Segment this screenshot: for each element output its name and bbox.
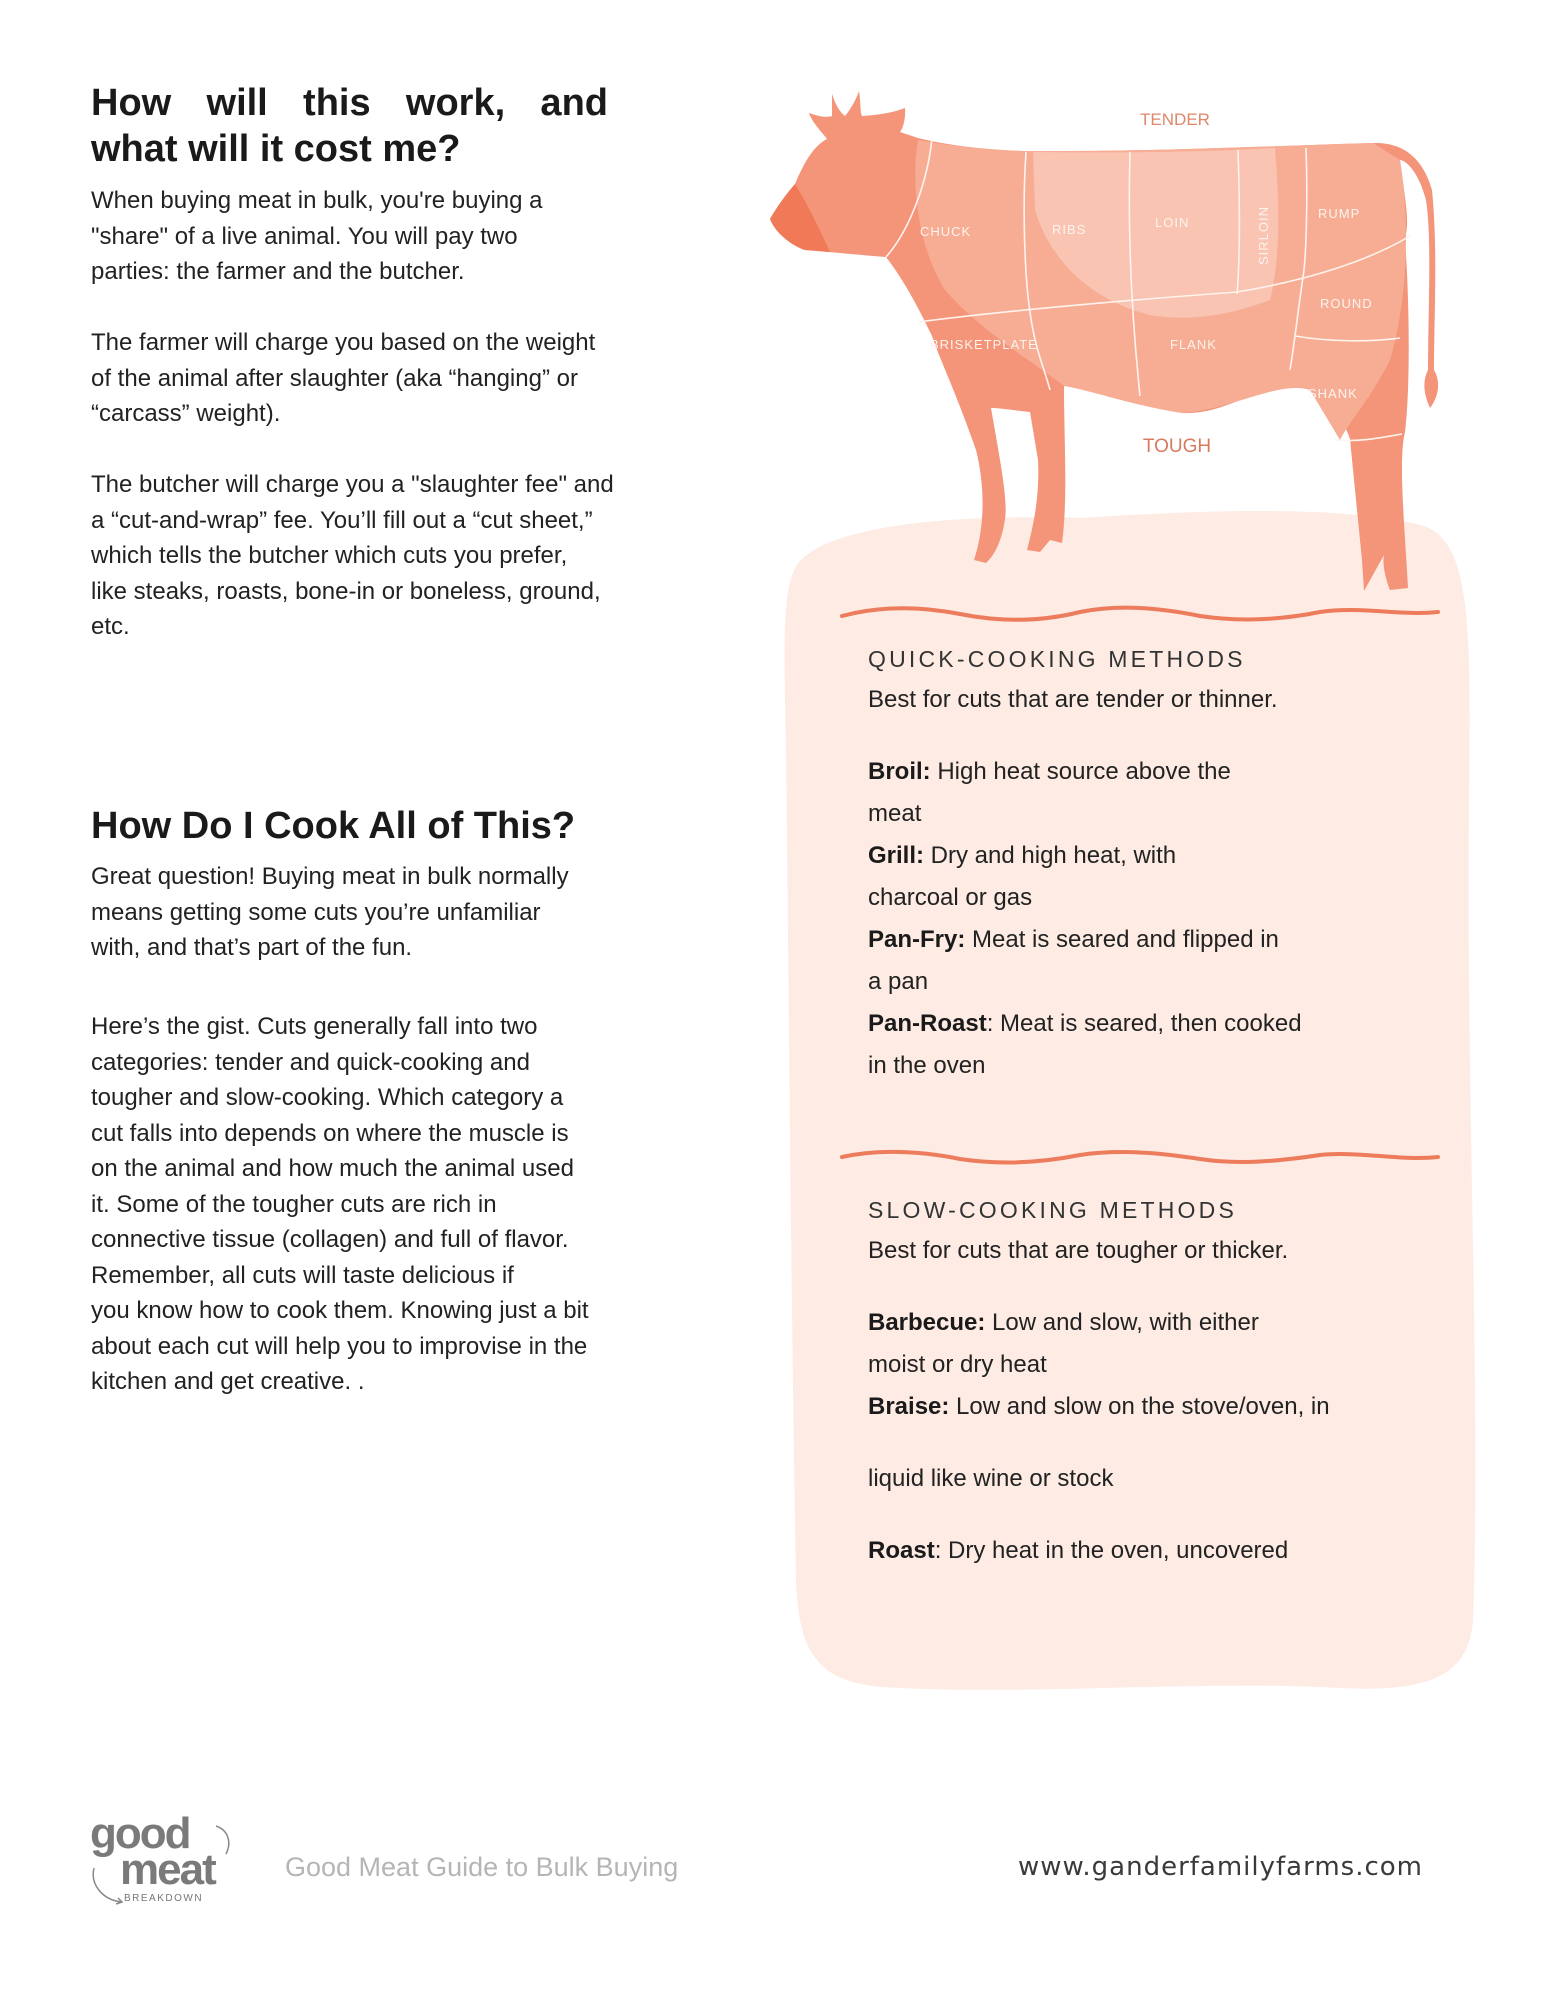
guide-title: Good Meat Guide to Bulk Buying: [285, 1852, 679, 1882]
logo-word-breakdown: BREAKDOWN: [124, 1893, 204, 1904]
cut-label-rump: RUMP: [1318, 206, 1361, 221]
text-line: When buying meat in bulk, you're buying a: [91, 187, 543, 214]
cut-label-ribs: RIBS: [1052, 222, 1087, 237]
method-term: Broil:: [868, 758, 931, 785]
method-pan-roast: [868, 1003, 1302, 1045]
method-term: Pan-Roast: [868, 1010, 987, 1037]
text-line: with, and that’s part of the fun.: [91, 934, 413, 961]
method-text: Meat is seared and flipped in: [965, 926, 1279, 953]
logo-word-good: good: [90, 1809, 190, 1858]
text-line: which tells the butcher which cuts you prefer,: [91, 542, 568, 569]
text-line: you know how to cook them. Knowing just a bit: [91, 1297, 589, 1324]
tough-label: TOUGH: [1142, 436, 1212, 457]
method-text: moist or dry heat: [868, 1351, 1047, 1378]
logo-word-meat: meat: [120, 1845, 215, 1894]
method-text: High heat source above the: [930, 758, 1231, 785]
method-text: : Dry heat in the oven, uncovered: [934, 1537, 1289, 1564]
method-pan-fry: [868, 919, 1302, 961]
great-question-paragraph: [91, 859, 569, 966]
text-line: Great question! Buying meat in bulk normally: [91, 863, 569, 890]
tender-label: TENDER: [1140, 110, 1210, 129]
text-line: “carcass” weight).: [91, 400, 281, 427]
methods-panel: [781, 500, 1476, 1695]
gist-paragraph: [91, 1009, 589, 1400]
cut-label-loin: LOIN: [1155, 215, 1190, 230]
text-line: The farmer will charge you based on the weight: [91, 329, 596, 356]
method-term: Barbecue:: [868, 1309, 986, 1336]
cook-heading: How Do I Cook All of This?: [91, 805, 576, 847]
method-text: charcoal or gas: [868, 884, 1033, 911]
cut-label-shank: SHANK: [1308, 386, 1358, 401]
text-line: categories: tender and quick-cooking and: [91, 1048, 530, 1076]
method-broil: [868, 751, 1302, 793]
method-term: Pan-Fry:: [868, 926, 966, 953]
method-term: Roast: [868, 1537, 935, 1564]
text-line: it. Some of the tougher cuts are rich in: [91, 1190, 497, 1218]
slow-cooking-description: Best for cuts that are tougher or thicker.: [868, 1237, 1289, 1264]
method-text: in the oven: [868, 1052, 986, 1079]
method-term: Braise:: [868, 1393, 950, 1420]
text-line: means getting some cuts you’re unfamiliar: [91, 898, 541, 926]
cut-label-flank: FLANK: [1170, 337, 1217, 352]
method-text: Dry and high heat, with: [924, 842, 1177, 869]
farmer-paragraph: [91, 325, 595, 432]
text-line: etc.: [91, 613, 130, 640]
text-line: The butcher will charge you a "slaughter fee" and: [91, 471, 614, 498]
text-line: parties: the farmer and the butcher.: [91, 258, 465, 285]
method-term: Grill:: [868, 842, 925, 869]
text-line: a “cut-and-wrap” fee. You’ll fill out a “cut sheet,”: [91, 506, 593, 534]
butcher-paragraph: [91, 467, 614, 645]
method-grill: [868, 835, 1302, 877]
good-meat-logo: [88, 1809, 248, 1910]
text-line: connective tissue (collagen) and full of flavor.: [91, 1226, 569, 1253]
method-barbecue: [868, 1302, 1330, 1428]
cost-heading-line: what will it cost me?: [91, 128, 461, 170]
method-text: : Meat is seared, then cooked: [986, 1010, 1302, 1037]
text-line: kitchen and get creative. .: [91, 1368, 365, 1395]
text-line: Here’s the gist. Cuts generally fall into two: [91, 1013, 538, 1040]
method-text: Low and slow on the stove/oven, in: [949, 1393, 1330, 1420]
logo-arrow-icon: [88, 1820, 248, 1910]
method-text: meat: [868, 800, 922, 827]
cut-label-chuck: CHUCK: [920, 224, 972, 239]
text-line: like steaks, roasts, bone-in or boneless, ground,: [91, 577, 601, 605]
quick-cooking-description: Best for cuts that are tender or thinner.: [868, 686, 1278, 713]
cut-label-sirloin: SIRLOIN: [1256, 205, 1271, 265]
text-line: of the animal after slaughter (aka “hanging” or: [91, 364, 578, 392]
cost-heading: [91, 80, 608, 172]
beef-cuts-diagram: [750, 60, 1470, 600]
text-line: on the animal and how much the animal used: [91, 1155, 574, 1182]
text-line: "share" of a live animal. You will pay two: [91, 222, 518, 250]
quick-cooking-methods: [868, 751, 1302, 1087]
cost-heading-line: How will this work, and: [91, 82, 608, 124]
method-roast: [868, 1530, 1288, 1572]
method-text: Low and slow, with either: [985, 1309, 1259, 1336]
method-text: a pan: [868, 968, 929, 995]
method-text: liquid like wine or stock: [868, 1465, 1114, 1492]
cut-label-brisketplate: BRISKETPLATE: [930, 337, 1038, 352]
text-line: cut falls into depends on where the muscle is: [91, 1119, 569, 1147]
website-link[interactable]: www.ganderfamilyfarms.com: [1017, 1852, 1423, 1882]
text-line: Remember, all cuts will taste delicious if: [91, 1261, 514, 1289]
wave-divider: [840, 1145, 1440, 1169]
cut-label-round: ROUND: [1320, 296, 1373, 311]
wave-divider: [840, 602, 1440, 626]
slow-cooking-heading: SLOW-COOKING METHODS: [868, 1197, 1237, 1223]
share-paragraph: [91, 183, 543, 290]
text-line: tougher and slow-cooking. Which category a: [91, 1084, 564, 1111]
quick-cooking-heading: QUICK-COOKING METHODS: [868, 646, 1246, 672]
text-line: about each cut will help you to improvise in the: [91, 1332, 588, 1360]
